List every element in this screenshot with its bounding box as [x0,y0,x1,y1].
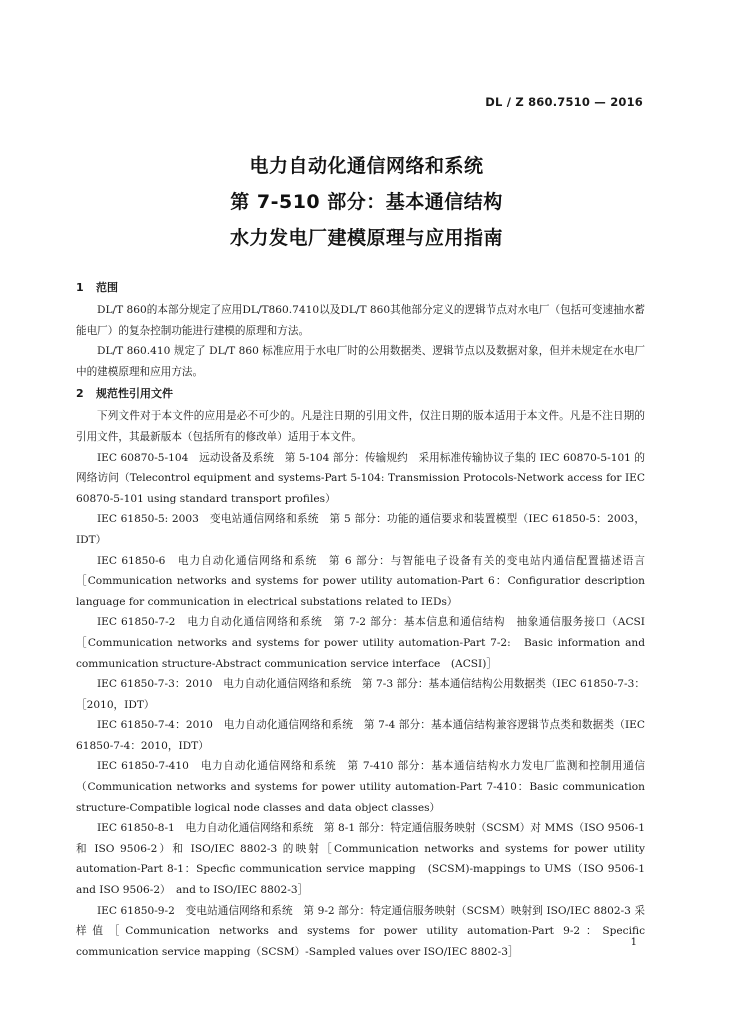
document-body [76,276,645,962]
reference-entry: IEC 61850-7-4：2010 电力自动化通信网络和系统 第 7-4 部分：基本通信结构兼容逻辑节点类和数据类（IEC 61850-7-4：2010，IDT） [76,719,645,752]
paragraph: 下列文件对于本文件的应用是必不可少的。凡是注日期的引用文件，仅注日期的版本适用于本文件。凡是不注日期的引用文件，其最新版本（包括所有的修改单）适用于本文件。 [76,410,645,443]
reference-entry: IEC 61850-5: 2003 变电站通信网络和系统 第 5 部分：功能的通信要求和装置模型（IEC 61850-5：2003，IDT） [76,513,645,546]
title-line-1: 电力自动化通信网络和系统 [249,155,484,177]
page-number: 1 [630,937,637,948]
standard-code: DL / Z 860.7510 — 2016 [485,95,643,109]
document-title-block [0,148,733,256]
reference-entry: IEC 61850-6 电力自动化通信网络和系统 第 6 部分：与智能电子设备有关的变电站内通信配置描述语言［Communication networks and systems for power utility automation-Part 6：Configuratior description language for communication in electrical substations related to IEDs） [76,554,645,608]
section-scope [76,276,645,382]
title-line-3: 水力发电厂建模原理与应用指南 [229,227,503,249]
reference-entry: IEC 61850-7-410 电力自动化通信网络和系统 第 7-410 部分：基本通信结构水力发电厂监测和控制用通信（Communication networks and systems for power utility automation-Part 7-410：Basic communication structure-Compatible logical node classes and data object classes） [76,760,645,814]
section-number: 2 [76,387,84,401]
section-title: 范围 [96,281,118,294]
section-heading [76,382,645,406]
reference-entry: IEC 61850-9-2 变电站通信网络和系统 第 9-2 部分：特定通信服务映射（SCSM）映射到 ISO/IEC 8802-3 采样值［Communication networks and systems for power utility automation-Part 9-2：Specific communication service mapping（SCSM）-Sampled values over ISO/IEC 8802-3］ [76,904,645,958]
reference-entry: IEC 61850-7-2 电力自动化通信网络和系统 第 7-2 部分：基本信息和通信结构 抽象通信服务接口（ACSI［Communication networks and systems for power utility automation-Part 7-2: Basic information and communication structure-Abstract communication service interface (ACSI)］ [76,616,645,670]
paragraph: DL/T 860的本部分规定了应用DL/T860.7410以及DL/T 860其他部分定义的逻辑节点对水电厂（包括可变速抽水蓄能电厂）的复杂控制功能进行建模的原理和方法。 [76,304,645,337]
reference-entry: IEC 61850-8-1 电力自动化通信网络和系统 第 8-1 部分：特定通信服务映射（SCSM）对 MMS（ISO 9506-1 和 ISO 9506-2）和 ISO/IEC 8802-3 的映射［Communication networks and systems for power utility automation-Part 8-1：Specfic communication service mapping (SCSM)-mappings to UMS（ISO 9506-1 and ISO 9506-2） and to ISO/IEC 8802-3］ [76,822,645,897]
reference-entry: IEC 60870-5-104 远动设备及系统 第 5-104 部分：传输规约 采用标准传输协议子集的 IEC 60870-5-101 的网络访问（Telecontrol equipment and systems-Part 5-104: Transmission Protocols-Network access for IEC 60870-5-101 using standard transport profiles） [76,451,645,505]
title-line-2: 第 7-510 部分：基本通信结构 [230,191,503,213]
section-normative-references [76,382,645,962]
section-title: 规范性引用文件 [96,387,173,401]
section-number: 1 [76,281,84,294]
reference-entry: IEC 61850-7-3：2010 电力自动化通信网络和系统 第 7-3 部分：基本通信结构公用数据类（IEC 61850-7-3：［2010，IDT） [76,678,645,711]
paragraph: DL/T 860.410 规定了 DL/T 860 标准应用于水电厂时的公用数据类、逻辑节点以及数据对象，但并未规定在水电厂中的建模原理和应用方法。 [76,345,645,378]
section-heading [76,276,645,300]
